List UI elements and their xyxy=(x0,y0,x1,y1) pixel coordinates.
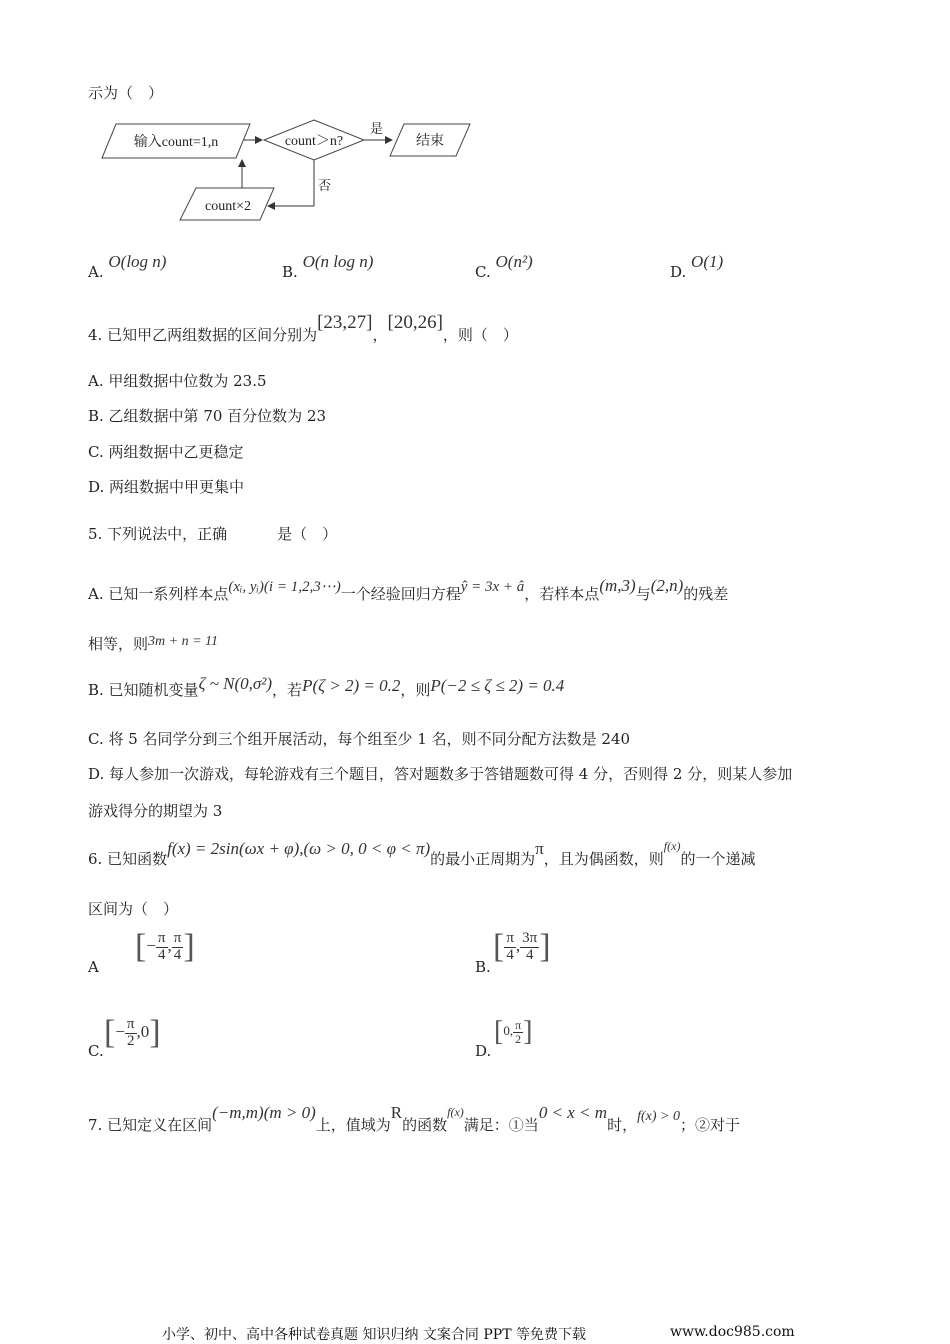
q6-stem: 6. 已知函数f(x) = 2sin(ωx + φ),(ω > 0, 0 < φ < π)的最小正周期为π，且为偶函数，则$^{f(x)}$的一个递减 xyxy=(88,839,756,868)
flowchart-yes-label: 是 xyxy=(370,121,384,136)
q6-option-a-math: [− $\frac{\pi}{4}$ , $\frac{\pi}{4}$ ] xyxy=(135,928,195,965)
footer-text: 小学、初中、高中各种试卷真题 知识归纳 文案合同 PPT 等免费下载 xyxy=(162,1327,586,1343)
q6-option-c-math: [− $\frac{\pi}{2}$ ,0] xyxy=(104,1014,161,1051)
flowchart-no-label: 否 xyxy=(318,178,332,193)
q6-option-c-label: C. xyxy=(88,1042,104,1060)
q3-option-b: B. O(n log n) xyxy=(282,252,374,281)
q5-option-b: B. 已知随机变量ζ ~ N(0,σ²)，若P(ζ > 2) = 0.2，则P(−2 ≤ ζ ≤ 2) = 0.4 xyxy=(88,674,565,699)
footer-link[interactable]: www.doc985.com xyxy=(670,1324,795,1340)
q6-option-d-math: [0, $\frac{\pi}{2}$ ] xyxy=(494,1016,533,1047)
q4-stem: 4. 已知甲乙两组数据的区间分别为[23,27]，[20,26]，则（ ） xyxy=(88,312,518,344)
q3-stem-tail: 示为（ ） xyxy=(88,84,164,102)
q6-option-b-label: B. xyxy=(475,958,491,976)
q5-stem: 5. 下列说法中，正确 是（ ） xyxy=(88,525,338,543)
q6-option-a-label: A xyxy=(88,958,99,976)
q4-option-c: C. 两组数据中乙更稳定 xyxy=(88,443,244,461)
q5-option-a-line2: 相等，则3m + n = 11 xyxy=(88,634,218,653)
flowchart-input-label: 输入count=1,n xyxy=(133,135,219,150)
q3-option-a: A. O(log n) xyxy=(88,252,167,281)
q4-option-d: D. 两组数据中甲更集中 xyxy=(88,478,245,496)
q5-option-d-line2: 游戏得分的期望为 3 xyxy=(88,802,223,820)
flowchart-update-label: count×2 xyxy=(205,199,251,214)
q5-option-a: A. 已知一系列样本点(xᵢ, yᵢ)(i = 1,2,3⋯)一个经验回归方程ŷ = 3x + â，若样本点(m,3)与(2,n)的残差 xyxy=(88,576,729,603)
q6-option-d-label: D. xyxy=(475,1042,492,1060)
q6-stem-line2: 区间为（ ） xyxy=(88,900,179,918)
flowchart-end-label: 结束 xyxy=(416,134,444,149)
q5-option-c: C. 将 5 名同学分到三个组开展活动，每个组至少 1 名，则不同分配方法数是 240 xyxy=(88,730,631,748)
flowchart xyxy=(100,116,480,226)
q6-option-b-math: [ $\frac{\pi}{4}$ , $\frac{3\pi}{4}$ ] xyxy=(493,928,551,965)
q3-option-c: C. O(n²) xyxy=(475,252,533,281)
q3-option-d: D. O(1) xyxy=(670,252,724,281)
flowchart-condition-label: count＞n? xyxy=(284,134,344,149)
q4-option-a: A. 甲组数据中位数为 23.5 xyxy=(88,372,267,390)
q7-stem: 7. 已知定义在区间(−m,m)(m > 0)上，值域为R的函数$^{f(x)}$满足：①当0 < x < m时，f(x) > 0；②对于 xyxy=(88,1103,740,1134)
q5-option-d-line1: D. 每人参加一次游戏，每轮游戏有三个题目，答对题数多于答错题数可得 4 分，否则得 2 分，则某人参加 xyxy=(88,765,793,783)
q4-option-b: B. 乙组数据中第 70 百分位数为 23 xyxy=(88,407,327,425)
